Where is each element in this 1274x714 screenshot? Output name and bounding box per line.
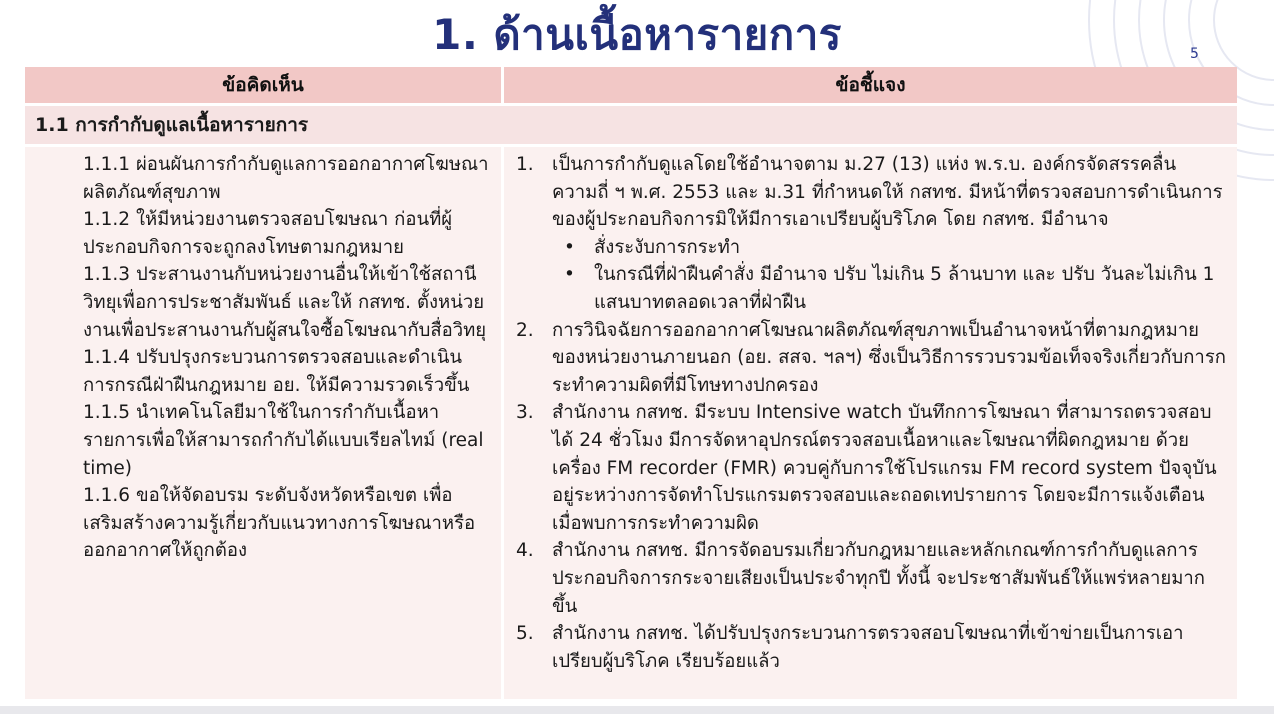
bullet-text: สั่งระงับการกระทำ: [594, 236, 741, 258]
response-number: 1.: [516, 154, 534, 175]
response-text: เป็นการกำกับดูแลโดยใช้อำนาจตาม ม.27 (13) แห่ง พ.ร.บ. องค์กรจัดสรรคลื่นความถี่ ฯ พ.ศ. 2553 และ ม.31 ที่กำหนดให้ กสทช. มีหน้าที่ตรวจสอบการดำเนินการของผู้ประกอบกิจการมิให้มีการเอาเปรียบผู้บริโภค โดย กสทช. มีอำนาจ: [552, 154, 1223, 231]
bullet-icon: •: [564, 236, 575, 258]
response-number: 4.: [516, 540, 534, 562]
response-text: สำนักงาน กสทช. มีการจัดอบรมเกี่ยวกับกฎหมายและหลักเกณฑ์การกำกับดูแลการประกอบกิจการกระจายเสียงเป็นประจำทุกปี ทั้งนี้ จะประชาสัมพันธ์ให้แพร่หลายมากขึ้น: [552, 540, 1205, 617]
bullet-text: ในกรณีที่ฝ่าฝืนคำสั่ง มีอำนาจ ปรับ ไม่เกิน 5 ล้านบาท และ ปรับ วันละไม่เกิน 1 แสนบาทตลอดเวลาที่ฝ่าฝืน: [594, 264, 1215, 313]
response-item: [516, 151, 1227, 317]
response-sublist: [552, 234, 1227, 317]
response-list: [516, 151, 1227, 675]
comment-item: 1.1.2 ให้มีหน่วยงานตรวจสอบโฆษณา ก่อนที่ผู้ประกอบกิจการจะถูกลงโทษตามกฎหมาย: [83, 209, 453, 258]
response-text: สำนักงาน กสทช. มีระบบ Intensive watch บันทึกการโฆษณา ที่สามารถตรวจสอบได้ 24 ชั่วโมง มีการจัดหาอุปกรณ์ตรวจสอบเนื้อหาและโฆษณาที่ผิดกฎหมาย ด้วยเครื่อง FM recorder (FMR) ควบคู่กับการใช้โปรแกรม FM record system ปัจจุบันอยู่ระหว่างการจัดทำโปรแกรมตรวจสอบและถอดเทปรายการ โดยจะมีการแจ้งเตือน เมื่อพบการกระทำความผิด: [552, 402, 1217, 534]
response-item: [516, 537, 1227, 620]
response-text: สำนักงาน กสทช. ได้ปรับปรุงกระบวนการตรวจสอบโฆษณาที่เข้าข่ายเป็นการเอาเปรียบผู้บริโภค เรียบร้อยแล้ว: [552, 623, 1184, 672]
comment-item: 1.1.1 ผ่อนผันการกำกับดูแลการออกอากาศโฆษณาผลิตภัณฑ์สุขภาพ: [83, 154, 489, 203]
bullet-item: [562, 261, 1227, 316]
header-responses: ข้อชี้แจง: [501, 67, 1237, 103]
comment-item: 1.1.5 นำเทคโนโลยีมาใช้ในการกำกับเนื้อหารายการเพื่อให้สามารถกำกับได้แบบเรียลไทม์ (real time): [83, 402, 484, 479]
response-number: 5.: [516, 623, 534, 645]
response-item: [516, 620, 1227, 675]
response-text: การวินิจฉัยการออกอากาศโฆษณาผลิตภัณฑ์สุขภาพเป็นอำนาจหน้าที่ตามกฎหมายของหน่วยงานภายนอก (อย. สสจ. ฯลฯ) ซึ่งเป็นวิธีการรวบรวมข้อเท็จจริงเกี่ยวกับการกระทำความผิดที่มีโทษทางปกครอง: [552, 319, 1226, 396]
response-number: 2.: [516, 319, 534, 341]
response-item: [516, 399, 1227, 537]
bottom-bar: [0, 706, 1274, 714]
bullet-item: [562, 234, 1227, 262]
response-number: 3.: [516, 402, 534, 424]
comment-item: 1.1.3 ประสานงานกับหน่วยงานอื่นให้เข้าใช้สถานีวิทยุเพื่อการประชาสัมพันธ์ และให้ กสทช. ตั้งหน่วยงานเพื่อประสานงานกับผู้สนใจซื้อโฆษณากับสื่อวิทยุ: [83, 264, 487, 341]
bullet-icon: •: [564, 264, 575, 286]
comment-item: 1.1.6 ขอให้จัดอบรม ระดับจังหวัดหรือเขต เพื่อเสริมสร้างความรู้เกี่ยวกับแนวทางการโฆษณาหรือออกอากาศให้ถูกต้อง: [83, 485, 476, 562]
section-title: 1.1 การกำกับดูแลเนื้อหารายการ: [25, 103, 1237, 144]
comments-cell: [25, 144, 501, 699]
comments-table: [25, 67, 1237, 699]
header-comments: ข้อคิดเห็น: [25, 67, 501, 103]
responses-cell: [501, 144, 1237, 699]
slide-title: 1. ด้านเนื้อหารายการ: [432, 10, 842, 59]
comment-item: 1.1.4 ปรับปรุงกระบวนการตรวจสอบและดำเนินการกรณีฝ่าฝืนกฎหมาย อย. ให้มีความรวดเร็วขึ้น: [83, 347, 470, 396]
page-number: 5: [1190, 46, 1199, 62]
response-item: [516, 317, 1227, 400]
